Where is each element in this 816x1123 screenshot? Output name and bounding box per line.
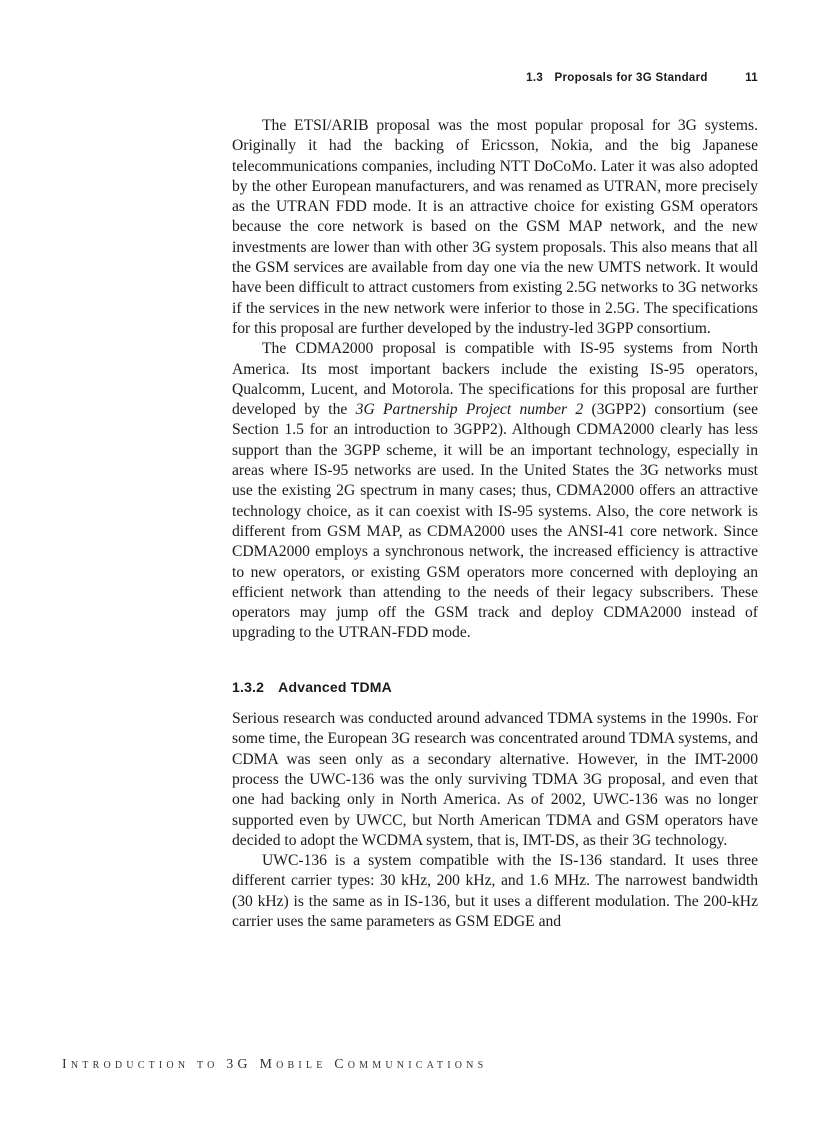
page-body	[232, 116, 758, 932]
paragraph-cdma2000	[232, 339, 758, 643]
paragraph-cdma2000-italic: 3G Partnership Project number 2	[355, 401, 584, 419]
paragraph-uwc136: UWC-136 is a system compatible with the IS-136 standard. It uses three different carrier types: 30 kHz, 200 kHz, and 1.6 MHz. The narrowest bandwidth (30 kHz) is the same as in IS-136, but it uses a different modulation. The 200-kHz carrier uses the same parameters as GSM EDGE and	[232, 852, 758, 930]
page-number: 11	[745, 72, 758, 84]
subsection-title: Advanced TDMA	[278, 678, 392, 695]
header-section-title: Proposals for 3G Standard	[554, 72, 708, 84]
subsection-number: 1.3.2	[232, 678, 265, 695]
paragraph-advanced-tdma: Serious research was conducted around advanced TDMA systems in the 1990s. For some time, the European 3G research was concentrated around TDMA systems, and CDMA was seen only as a secondary alternative. However, in the IMT-2000 process the UWC-136 was the only surviving TDMA 3G proposal, and even that one had backing only in North America. As of 2002, UWC-136 was no longer supported even by UWCC, but North American TDMA and GSM operators have decided to adopt the WCDMA system, that is, IMT-DS, as their 3G technology.	[232, 710, 758, 849]
footer-book-title: Introduction to 3G Mobile Communications	[62, 1057, 488, 1072]
subsection-heading	[232, 677, 758, 697]
paragraph-cdma2000-part2: (3GPP2) consortium (see Section 1.5 for an introduction to 3GPP2). Although CDMA2000 clearly has less support than the 3GPP scheme, it will be an important technology, especially in areas where IS-95 networks are used. In the United States the 3G networks must use the existing 2G spectrum in many cases; thus, CDMA2000 offers an attractive technology choice, as it can coexist with IS-95 systems. Also, the core network is different from GSM MAP, as CDMA2000 uses the ANSI-41 core network. Since CDMA2000 employs a synchronous network, the increased efficiency is attractive to new operators, or existing GSM operators more concerned with deploying an efficient network than attending to the needs of their legacy subscribers. These operators may jump off the GSM track and deploy CDMA2000 instead of upgrading to the UTRAN-FDD mode.	[232, 401, 758, 642]
paragraph-cdma2000-part1: The CDMA2000 proposal is compatible with IS-95 systems from North America. Its most important backers include the existing IS-95 operators, Qualcomm, Lucent, and Motorola. The specifications for this proposal are further developed by the	[232, 340, 758, 419]
running-head	[232, 72, 758, 84]
paragraph-etsi-arib: The ETSI/ARIB proposal was the most popular proposal for 3G systems. Originally it had the backing of Ericsson, Nokia, and the big Japanese telecommunications companies, including NTT DoCoMo. Later it was also adopted by the other European manufacturers, and was renamed as UTRAN, more precisely as the UTRAN FDD mode. It is an attractive choice for existing GSM operators because the core network is based on the GSM MAP network, and the new investments are lower than with other 3G system proposals. This also means that all the GSM services are available from day one via the new UMTS network. It would have been difficult to attract customers from existing 2.5G networks to 3G networks if the services in the new network were inferior to those in 2.5G. The specifications for this proposal are further developed by the industry-led 3GPP consortium.	[232, 117, 758, 337]
header-section-number: 1.3	[526, 72, 544, 84]
